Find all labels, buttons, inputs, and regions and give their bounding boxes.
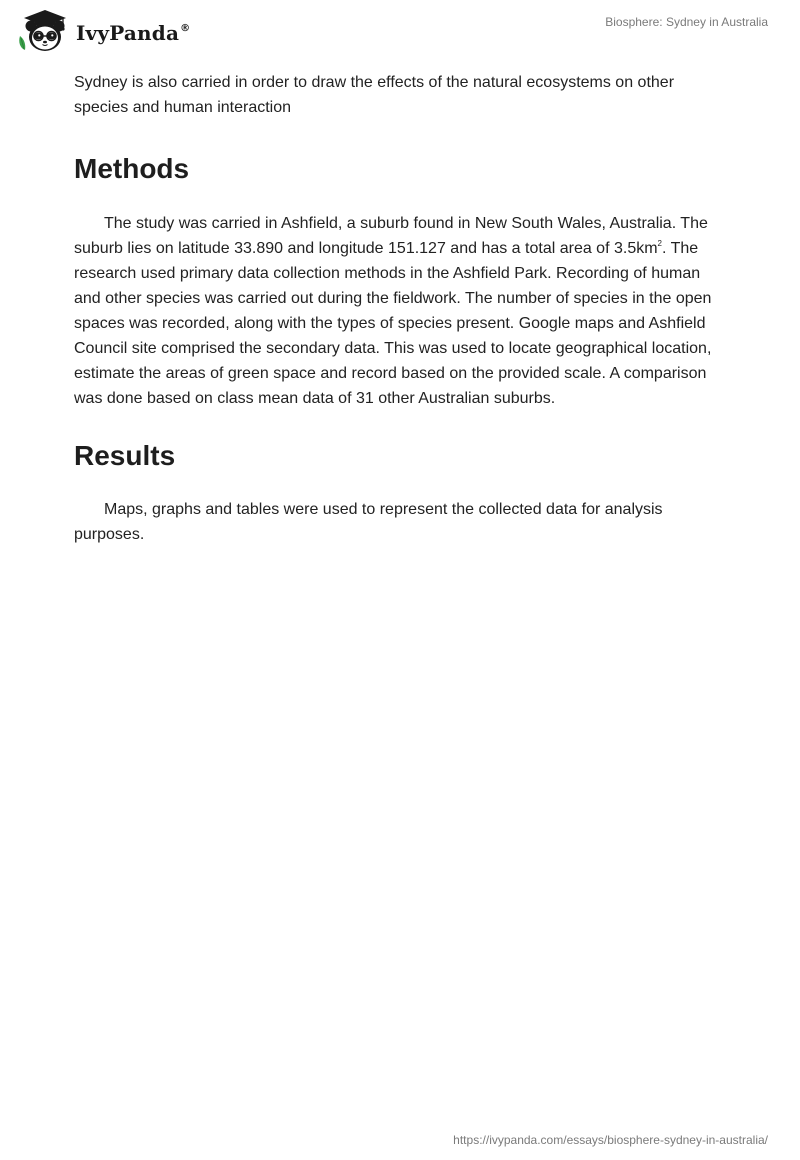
methods-text-start: The study was carried in Ashfield, a suburb found in New South Wales, Australia. The suburb lies on latitude 33.890 and longitude 151.127 and has a total area of 3.5km — [74, 215, 708, 257]
essay-body — [74, 70, 726, 547]
logo-name: IvyPanda — [76, 21, 180, 45]
running-title: Biosphere: Sydney in Australia — [605, 15, 768, 29]
methods-text-end: . The research used primary data collection methods in the Ashfield Park. Recording of human and other species was carried out during the fieldwork. The number of species in the open spaces was recorded, along with the types of species present. Google maps and Ashfield Council site comprised the secondary data. This was used to locate geographical location, estimate the areas of green space and record based on the provided scale. A comparison was done based on class mean data of 31 other Australian suburbs. — [74, 240, 712, 407]
methods-heading: Methods — [74, 153, 190, 184]
source-url[interactable]: https://ivypanda.com/essays/biosphere-sydney-in-australia/ — [453, 1133, 768, 1147]
page-header — [0, 0, 800, 70]
results-heading: Results — [74, 440, 176, 471]
intro-paragraph: Sydney is also carried in order to draw the effects of the natural ecosystems on other species and human interaction — [74, 74, 675, 116]
panda-graduate-icon — [16, 8, 74, 54]
methods-paragraph — [74, 211, 726, 411]
logo-wordmark — [76, 21, 190, 45]
ivypanda-logo[interactable] — [16, 8, 190, 54]
superscript: 2 — [657, 238, 662, 248]
registered-mark: ® — [180, 23, 191, 34]
results-paragraph: Maps, graphs and tables were used to represent the collected data for analysis purposes. — [74, 501, 663, 543]
